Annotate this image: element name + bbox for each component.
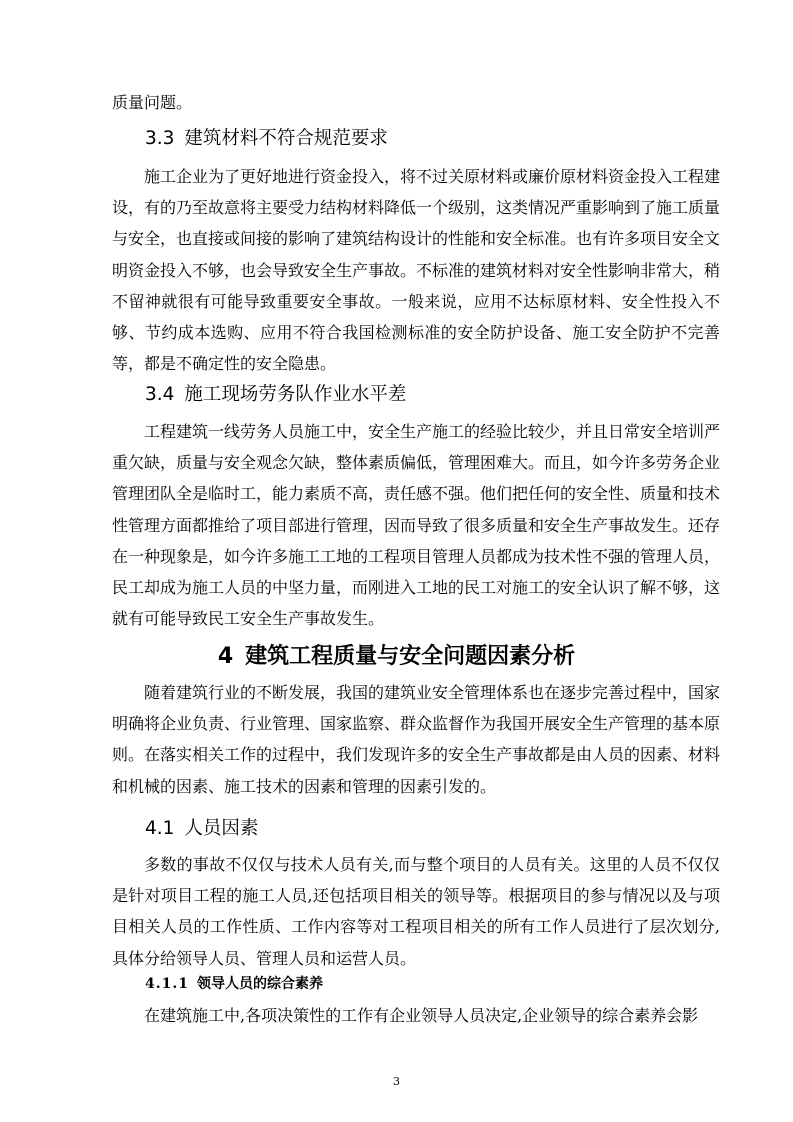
paragraph-labor-team: 工程建筑一线劳务人员施工中，安全生产施工的经验比较少，并且日常安全培训严重欠缺，质量与安全观念欠缺，整体素质偏低，管理困难大。而且，如今许多劳务企业管理团队全是临时工，能力素质不高，责任感不强。他们把任何的安全性、质量和技术性管理方面都推给了项目部进行管理，因而导致了很多质量和安全生产事故发生。还存在一种现象是，如今许多施工工地的工程项目管理人员都成为技术性不强的管理人员，民工却成为施工人员的中坚力量，而刚进入工地的民工对施工的安全认识了解不够，这就有可能导致民工安全生产事故发生。	[112, 422, 721, 629]
chapter-title: 建筑工程质量与安全问题因素分析	[245, 644, 576, 669]
subsection-title: 领导人员的综合素养	[196, 976, 323, 992]
paragraph-building-materials: 施工企业为了更好地进行资金投入，将不过关原材料或廉价原材料资金投入工程建设，有的乃至故意将主要受力结构材料降低一个级别，这类情况严重影响到了施工质量与安全，也直接或间接的影响了建筑结构设计的性能和安全标准。也有许多项目安全文明资金投入不够，也会导致安全生产事故。不标准的建筑材料对安全性影响非常大，稍不留神就很有可能导致重要安全事故。一般来说，应用不达标原材料、安全性投入不够、节约成本选购、应用不符合我国检测标准的安全防护设备、施工安全防护不完善等，都是不确定性的安全隐患。	[112, 167, 721, 374]
chapter-number: 4	[217, 644, 234, 669]
section-title: 人员因素	[184, 818, 259, 839]
chapter-heading-4	[0, 643, 793, 671]
subsection-number: 4.1.1	[145, 976, 189, 992]
section-heading-3-4	[145, 382, 406, 408]
paragraph-personnel-factors: 多数的事故不仅仅与技术人员有关,而与整个项目的人员有关。这里的人员不仅仅是针对项目工程的施工人员,还包括项目相关的领导等。根据项目的参与情况以及与项目相关人员的工作性质、工作内容等对工程项目相关的所有工作人员进行了层次划分,具体分给领导人员、管理人员和运营人员。	[112, 855, 720, 968]
section-title: 建筑材料不符合规范要求	[184, 128, 388, 149]
page-number: 3	[393, 1075, 400, 1088]
paragraph-continuation: 质量问题。	[112, 93, 193, 112]
section-heading-4-1	[145, 816, 258, 842]
section-number: 4.1	[145, 818, 175, 839]
paragraph-leadership: 在建筑施工中,各项决策性的工作有企业领导人员决定,企业领导的综合素养会影	[144, 1006, 699, 1025]
section-number: 3.4	[145, 384, 175, 405]
section-number: 3.3	[145, 128, 175, 149]
section-heading-3-3	[145, 126, 388, 152]
paragraph-factor-analysis: 随着建筑行业的不断发展，我国的建筑业安全管理体系也在逐步完善过程中，国家明确将企业负责、行业管理、国家监察、群众监督作为我国开展安全生产管理的基本原则。在落实相关工作的过程中，我们发现许多的安全生产事故都是由人员的因素、材料和机械的因素、施工技术的因素和管理的因素引发的。	[112, 683, 721, 796]
section-title: 施工现场劳务队作业水平差	[184, 384, 407, 405]
subsection-heading-4-1-1	[145, 973, 323, 995]
